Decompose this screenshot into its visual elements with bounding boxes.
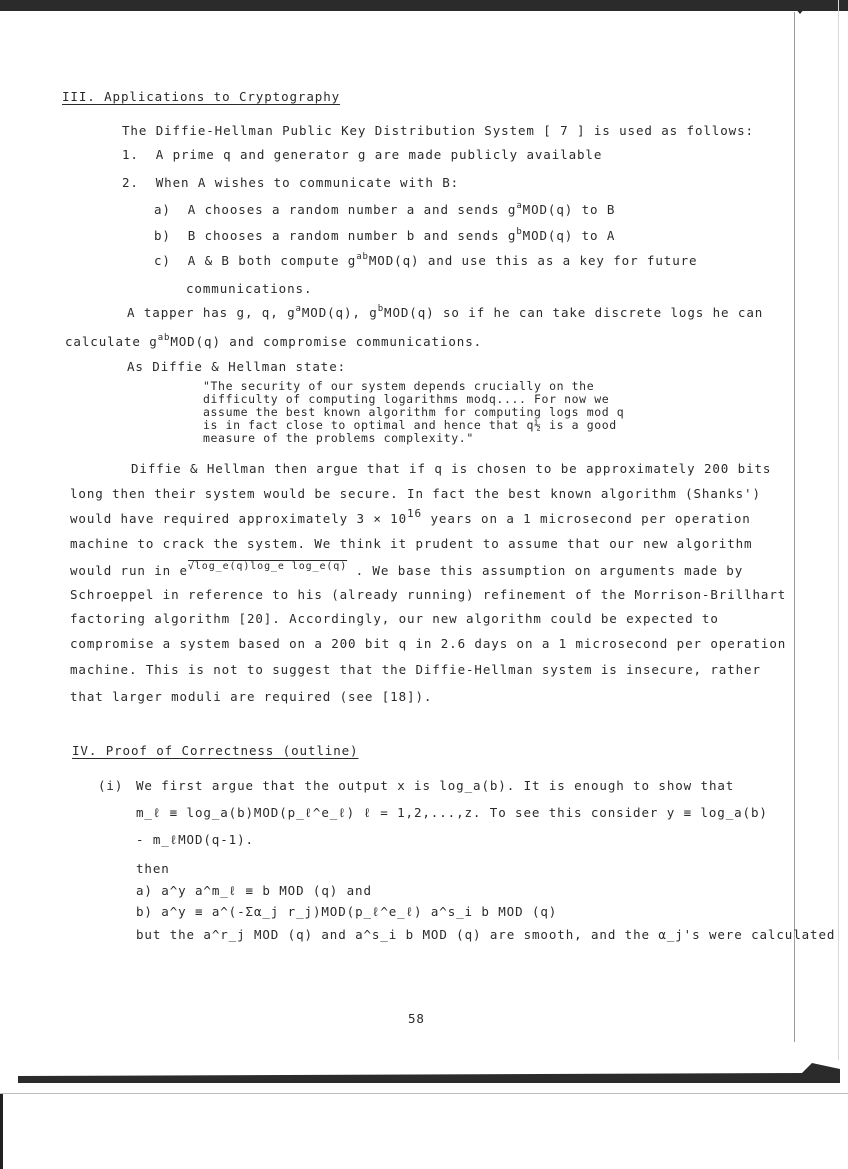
quote-line: "The security of our system depends crucially on the bbox=[203, 379, 595, 393]
page-number: 58 bbox=[408, 1011, 425, 1026]
proof-eq-b: b) a^y ≡ a^(-Σα_j r_j)MOD(p_ℓ^e_ℓ) a^s_i b MOD (q) bbox=[136, 904, 558, 919]
para-line: Schroeppel in reference to his (already running) refinement of the Morrison-Brillhart bbox=[70, 587, 787, 602]
substep-c-cont: communications. bbox=[186, 281, 313, 296]
text: calculate g bbox=[65, 334, 158, 349]
step-num: 1. bbox=[122, 147, 139, 162]
para-line: machine. This is not to suggest that the Diffie-Hellman system is insecure, rather bbox=[70, 662, 761, 677]
text: years on a 1 microsecond per operation bbox=[422, 511, 751, 526]
page-right-edge bbox=[838, 0, 839, 1060]
text: would run in e bbox=[70, 563, 188, 578]
para-line bbox=[70, 507, 751, 526]
para-line: long then their system would be secure. In fact the best known algorithm (Shanks') bbox=[70, 486, 761, 501]
substep-label: b) bbox=[154, 228, 171, 243]
substep-label: c) bbox=[154, 253, 171, 268]
radical-exponent: √log_e(q)log_e log_e(q) bbox=[187, 561, 348, 572]
quote-line: difficulty of computing logarithms modq.... For now we bbox=[203, 392, 610, 406]
para-line bbox=[70, 561, 744, 578]
superscript: a bbox=[295, 304, 302, 314]
tapper-line-2 bbox=[65, 335, 482, 349]
tapper-line-1 bbox=[127, 306, 763, 320]
scan-top-notch bbox=[795, 8, 805, 14]
proof-line: - m_ℓMOD(q-1). bbox=[136, 832, 254, 847]
text: MOD(q), g bbox=[301, 305, 378, 320]
superscript: 16 bbox=[407, 507, 423, 520]
superscript: a bbox=[516, 201, 523, 211]
section-heading-iii: III. Applications to Cryptography bbox=[62, 89, 341, 104]
proof-item-label: (i) bbox=[98, 778, 124, 793]
superscript: b bbox=[516, 227, 523, 237]
text: A tapper has g, q, g bbox=[127, 305, 296, 320]
step-text: When A wishes to communicate with B: bbox=[155, 175, 460, 190]
substep-a bbox=[154, 203, 615, 217]
para-line: machine to crack the system. We think it prudent to assume that our new algorithm bbox=[70, 536, 753, 551]
substep-text: B chooses a random number b and sends g bbox=[187, 228, 517, 243]
intro-line: The Diffie-Hellman Public Key Distribution System [ 7 ] is used as follows: bbox=[122, 123, 754, 138]
text: MOD(q) so if he can take discrete logs he can bbox=[384, 305, 764, 320]
superscript: ab bbox=[157, 333, 171, 343]
page-bottom-edge bbox=[0, 1093, 848, 1094]
substep-text: MOD(q) to A bbox=[522, 228, 616, 243]
substep-label: a) bbox=[154, 202, 171, 217]
substep-text: A & B both compute g bbox=[187, 253, 357, 268]
para-line: factoring algorithm [20]. Accordingly, our new algorithm could be expected to bbox=[70, 611, 719, 626]
step-2 bbox=[122, 176, 459, 190]
scan-top-band bbox=[0, 0, 848, 11]
substep-c bbox=[154, 254, 697, 268]
superscript: b bbox=[377, 304, 385, 314]
step-num: 2. bbox=[122, 175, 139, 190]
quote-line: assume the best known algorithm for computing logs mod q bbox=[203, 405, 625, 419]
scan-bottom-band bbox=[18, 1073, 840, 1083]
text: MOD(q) and compromise communications. bbox=[170, 334, 483, 349]
para-line: Diffie & Hellman then argue that if q is chosen to be approximately 200 bits bbox=[131, 461, 772, 476]
text: would have required approximately 3 × 10 bbox=[70, 511, 408, 526]
section-heading-iv: IV. Proof of Correctness (outline) bbox=[72, 743, 359, 758]
step-text: A prime q and generator g are made publicly available bbox=[155, 147, 603, 162]
para-line: that larger moduli are required (see [18]). bbox=[70, 689, 433, 704]
substep-b bbox=[154, 229, 615, 243]
para-line: compromise a system based on a 200 bit q in 2.6 days on a 1 microsecond per operation bbox=[70, 636, 787, 651]
as-state-line: As Diffie & Hellman state: bbox=[127, 359, 347, 374]
quote-line: is in fact close to optimal and hence that q½ is a good bbox=[203, 418, 617, 432]
substep-text: MOD(q) to B bbox=[522, 202, 616, 217]
step-1 bbox=[122, 148, 602, 162]
quote-line: measure of the problems complexity." bbox=[203, 431, 474, 445]
substep-text: A chooses a random number a and sends g bbox=[187, 202, 517, 217]
proof-then: then bbox=[136, 861, 170, 876]
text: . We base this assumption on arguments made by bbox=[347, 563, 744, 578]
scan-bottom-band-corner bbox=[800, 1063, 840, 1083]
scan-left-bar bbox=[0, 1094, 3, 1169]
superscript: ab bbox=[356, 252, 369, 262]
proof-eq-a: a) a^y a^m_ℓ ≡ b MOD (q) and bbox=[136, 883, 372, 898]
proof-line: m_ℓ ≡ log_a(b)MOD(p_ℓ^e_ℓ) ℓ = 1,2,...,z. To see this consider y ≡ log_a(b) bbox=[136, 805, 768, 820]
page-fold-line bbox=[794, 12, 795, 1042]
proof-line: but the a^r_j MOD (q) and a^s_i b MOD (q) are smooth, and the α_j's were calculated bbox=[136, 927, 836, 942]
proof-line: We first argue that the output x is log_a(b). It is enough to show that bbox=[136, 778, 735, 793]
substep-text: MOD(q) and use this as a key for future bbox=[368, 253, 698, 268]
